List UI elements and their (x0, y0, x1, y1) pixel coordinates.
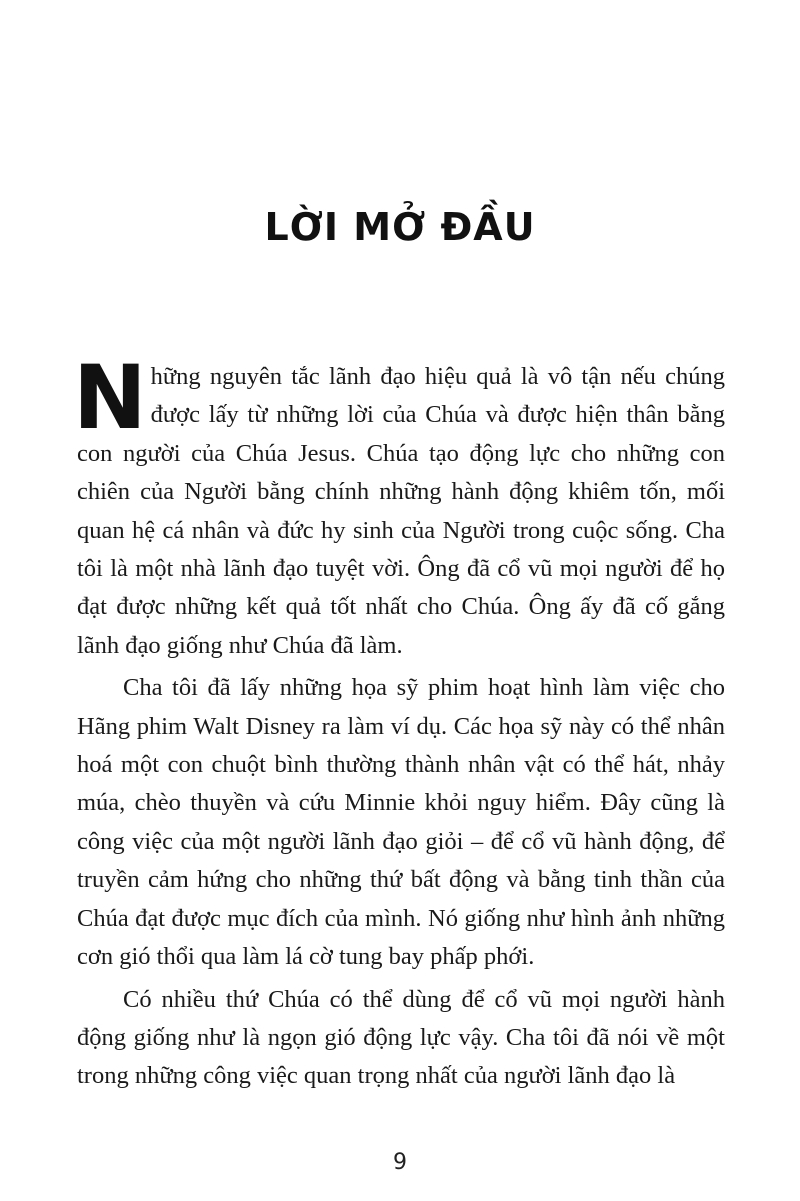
page-number: 9 (393, 1150, 407, 1175)
paragraph-1 (73, 346, 725, 665)
body-text (73, 346, 725, 1096)
drop-cap: N (73, 346, 147, 449)
paragraph-3: Có nhiều thứ Chúa có thể dùng để cổ vũ mọi người hành động giống như là ngọn gió động lực vậy. Cha tôi đã nói về một trong những công việc quan trọng nhất của người lãnh đạo là (77, 985, 725, 1090)
paragraph-1-text: hững nguyên tắc lãnh đạo hiệu quả là vô tận nếu chúng được lấy từ những lời của Chúa và được hiện thân bằng con người của Chúa Jesus. Chúa tạo động lực cho những con chiên của Người bằng chính những hành động khiêm tốn, mối quan hệ cá nhân và đức hy sinh của Người trong cuộc sống. Cha tôi là một nhà lãnh đạo tuyệt vời. Ông đã cổ vũ mọi người để họ đạt được những kết quả tốt nhất cho Chúa. Ông ấy đã cố gắng lãnh đạo giống như Chúa đã làm. (77, 363, 725, 659)
chapter-title: LỜI MỞ ĐẦU (264, 205, 536, 249)
paragraph-2: Cha tôi đã lấy những họa sỹ phim hoạt hình làm việc cho Hãng phim Walt Disney ra làm ví dụ. Các họa sỹ này có thể nhân hoá một con chuột bình thường thành nhân vật có thể hát, nhảy múa, chèo thuyền và cứu Minnie khỏi nguy hiểm. Đây cũng là công việc của một người lãnh đạo giỏi – để cổ vũ hành động, để truyền cảm hứng cho những thứ bất động và bằng tinh thần của Chúa đạt được mục đích của mình. Nó giống như hình ảnh những cơn gió thổi qua làm lá cờ tung bay phấp phới. (77, 674, 725, 971)
